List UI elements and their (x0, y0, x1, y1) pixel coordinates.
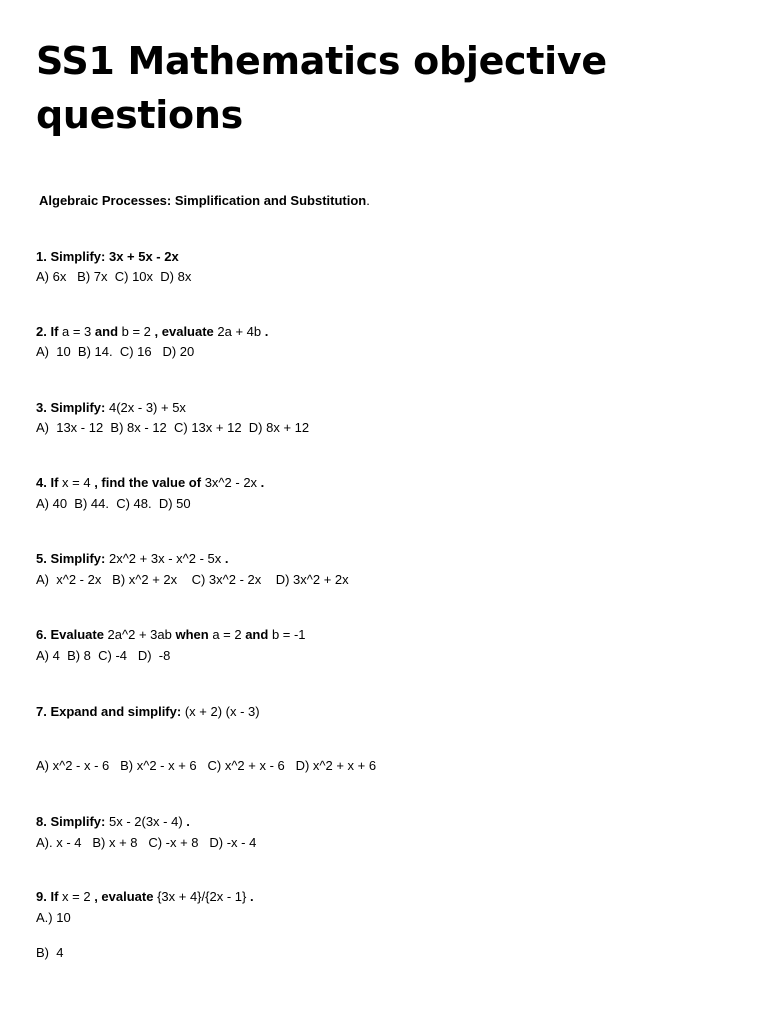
question-text: Simplify: (46, 400, 106, 415)
answer-options: A) 4 B) 8 C) -4 D) -8 (36, 648, 171, 663)
question-number: 3. (36, 400, 47, 415)
question-text: 2x^2 + 3x - x^2 - 5x (105, 551, 225, 566)
question-text: (x + 2) (x - 3) (181, 704, 260, 719)
question-text: Evaluate (46, 627, 108, 642)
question-5 (36, 550, 228, 568)
question-number: 9. (36, 889, 47, 904)
question-3 (36, 399, 186, 417)
question-text: , evaluate (94, 889, 158, 904)
question-number: 4. (36, 475, 47, 490)
answer-options: A) 13x - 12 B) 8x - 12 C) 13x + 12 D) 8x + 12 (36, 420, 310, 435)
question-text: 5x - 2(3x - 4) (105, 814, 187, 829)
question-text: , find the value of (94, 475, 205, 490)
question-text: and (94, 324, 122, 339)
question-number: 7. (36, 704, 47, 719)
answer-options: B) 4 (36, 945, 64, 960)
question-text: 4(2x - 3) + 5x (105, 400, 186, 415)
question-number: 5. (36, 551, 47, 566)
question-1 (36, 248, 179, 266)
question-text: . (249, 889, 254, 904)
question-number: 1. (36, 249, 47, 264)
question-text: b = 2 (121, 324, 155, 339)
question-text: when (175, 627, 213, 642)
question-text: a = 2 (212, 627, 246, 642)
question-text: x = 2 (62, 889, 95, 904)
question-text: 2a^2 + 3ab (107, 627, 176, 642)
question-9 (36, 888, 254, 906)
question-text: If (46, 324, 63, 339)
answer-options: A). x - 4 B) x + 8 C) -x + 8 D) -x - 4 (36, 835, 257, 850)
question-text: Simplify: (46, 551, 106, 566)
question-text: . (260, 475, 265, 490)
section-subtitle (39, 192, 370, 210)
question-text: . (224, 551, 229, 566)
question-text: Simplify: 3x + 5x - 2x (46, 249, 179, 264)
answer-options: A.) 10 (36, 910, 71, 925)
answer-options: A) 10 B) 14. C) 16 D) 20 (36, 344, 195, 359)
question-text: x = 4 (62, 475, 95, 490)
question-text: If (46, 889, 63, 904)
question-text: . (186, 814, 190, 829)
answer-options: A) x^2 - 2x B) x^2 + 2x C) 3x^2 - 2x D) 3x^2 + 2x (36, 572, 349, 587)
question-text: , evaluate (154, 324, 218, 339)
answer-options: A) 40 B) 44. C) 48. D) 50 (36, 496, 191, 511)
answer-options: A) 6x B) 7x C) 10x D) 8x (36, 269, 192, 284)
question-text: b = -1 (271, 627, 306, 642)
question-text: and (245, 627, 272, 642)
question-text: 2a + 4b (217, 324, 265, 339)
page-title: SS1 Mathematics objective questions (36, 39, 607, 137)
question-8 (36, 813, 190, 831)
question-text: 3x^2 - 2x (204, 475, 261, 490)
question-text: Expand and simplify: (46, 704, 182, 719)
subtitle-text: Algebraic Processes: Simplification and Substitution (39, 193, 367, 208)
question-number: 2. (36, 324, 47, 339)
question-4 (36, 474, 264, 492)
subtitle-period: . (366, 193, 370, 208)
question-7 (36, 703, 260, 721)
question-2 (36, 323, 268, 341)
question-6 (36, 626, 306, 644)
question-text: {3x + 4}/{2x - 1} (157, 889, 250, 904)
question-number: 6. (36, 627, 47, 642)
question-text: Simplify: (46, 814, 106, 829)
answer-options: A) x^2 - x - 6 B) x^2 - x + 6 C) x^2 + x - 6 D) x^2 + x + 6 (36, 758, 377, 773)
question-text: a = 3 (62, 324, 95, 339)
question-text: . (264, 324, 269, 339)
question-text: If (46, 475, 63, 490)
question-number: 8. (36, 814, 47, 829)
